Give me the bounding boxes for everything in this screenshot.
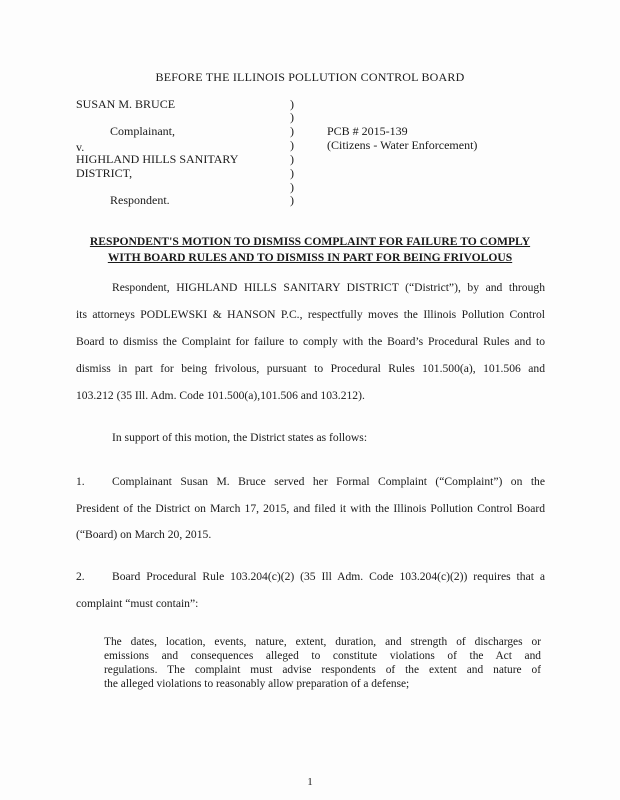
caption-paren: )	[290, 110, 294, 124]
respondent-name-line1: HIGHLAND HILLS SANITARY	[76, 152, 239, 166]
quote-line: emissions and consequences alleged to constitute violations of the Act and	[104, 650, 541, 662]
court-heading: BEFORE THE ILLINOIS POLLUTION CONTROL BOARD	[155, 70, 465, 84]
paragraph-number: 1.	[76, 475, 85, 488]
caption-paren: )	[290, 180, 294, 194]
motion-title-line2: WITH BOARD RULES AND TO DISMISS IN PART FOR BEING FRIVOLOUS	[107, 251, 513, 264]
respondent-role: Respondent.	[110, 193, 170, 207]
caption-paren: )	[290, 193, 294, 207]
respondent-name-line2: DISTRICT,	[76, 166, 133, 180]
intro-line: Board to dismiss the Complaint for failure to comply with the Board’s Procedural Rules and to	[76, 335, 545, 348]
case-number: PCB # 2015-139	[327, 124, 408, 138]
paragraph-line: complaint “must contain”:	[76, 597, 199, 610]
caption-paren: )	[290, 124, 294, 138]
paragraph-line: Complainant Susan M. Bruce served her Formal Complaint (“Complaint”) on the	[112, 475, 545, 488]
paragraph-line: Board Procedural Rule 103.204(c)(2) (35 Ill Adm. Code 103.204(c)(2)) requires that a	[112, 570, 545, 583]
intro-line: Respondent, HIGHLAND HILLS SANITARY DISTRICT (“District”), by and through	[112, 281, 545, 294]
paragraph-number: 2.	[76, 570, 85, 583]
versus: v.	[76, 140, 85, 154]
caption-paren: )	[290, 138, 294, 152]
case-type: (Citizens - Water Enforcement)	[327, 138, 478, 152]
quote-line: The dates, location, events, nature, extent, duration, and strength of discharges or	[104, 636, 541, 648]
motion-title-line1: RESPONDENT'S MOTION TO DISMISS COMPLAINT FOR FAILURE TO COMPLY	[89, 235, 531, 248]
intro-line: its attorneys PODLEWSKI & HANSON P.C., respectfully moves the Illinois Pollution Control	[76, 308, 545, 321]
complainant-role: Complainant,	[110, 124, 175, 138]
support-sentence: In support of this motion, the District states as follows:	[112, 431, 368, 444]
paragraph-line: (“Board) on March 20, 2015.	[76, 528, 212, 541]
page-number: 1	[307, 776, 313, 788]
complainant-name: SUSAN M. BRUCE	[76, 97, 176, 111]
intro-line: dismiss in part for being frivolous, pursuant to Procedural Rules 101.500(a), 101.506 and	[76, 362, 545, 375]
quote-line: the alleged violations to reasonably allow preparation of a defense;	[104, 678, 410, 690]
intro-line: 103.212 (35 Ill. Adm. Code 101.500(a),101.506 and 103.212).	[76, 389, 365, 402]
paragraph-line: President of the District on March 17, 2015, and filed it with the Illinois Pollution Control Board	[76, 502, 545, 515]
quote-line: regulations. The complaint must advise respondents of the extent and nature of	[104, 664, 541, 676]
caption-paren: )	[290, 166, 294, 180]
caption-paren: )	[290, 97, 294, 111]
caption-paren: )	[290, 152, 294, 166]
